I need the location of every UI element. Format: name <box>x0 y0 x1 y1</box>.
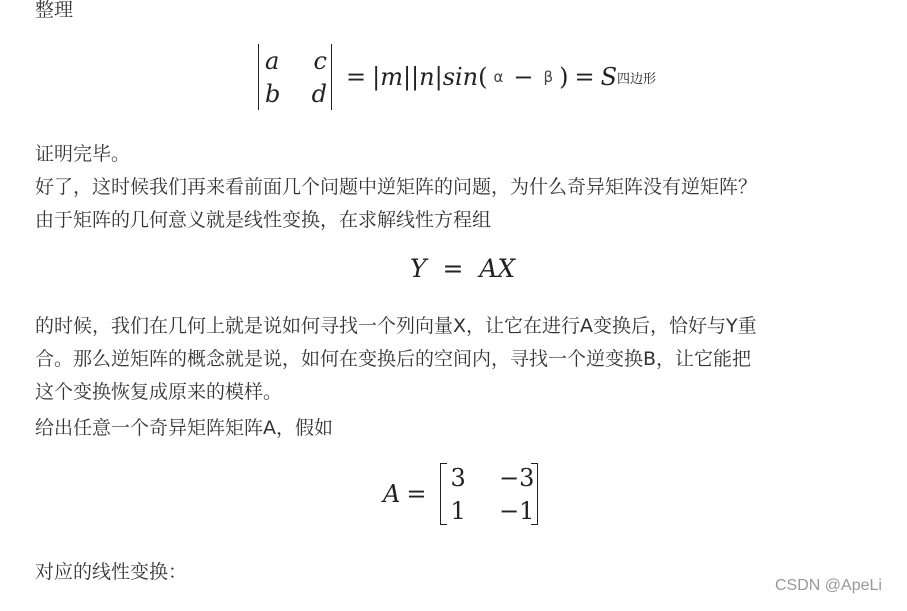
det-entry-c: c <box>313 46 327 75</box>
determinant-matrix <box>258 44 332 110</box>
equals-sign: = <box>346 63 367 91</box>
beta-symbol: β <box>543 68 554 86</box>
matrix-a-formula <box>383 459 538 529</box>
text-line-proof-complete: 证明完毕。 <box>35 143 131 165</box>
csdn-watermark: CSDN @ApeLi <box>775 577 882 594</box>
determinant-area-formula <box>258 44 656 110</box>
open-paren: ( <box>478 63 488 91</box>
matrix-entry-11: 3 <box>450 463 466 492</box>
matrix-entry-22: −1 <box>499 496 535 525</box>
sin-func: sin <box>442 63 479 91</box>
equals-sign-2: = <box>574 63 595 91</box>
det-entry-d: d <box>311 79 327 108</box>
equals-sign-matrix: = <box>406 480 427 508</box>
matrix-entry-12: −3 <box>499 463 535 492</box>
area-symbol-s: S <box>600 63 618 91</box>
det-entry-a: a <box>265 46 280 75</box>
text-line-zhengli: 整理 <box>35 0 74 21</box>
linear-equation-formula <box>410 254 515 283</box>
close-paren: ) <box>559 63 569 91</box>
equals-sign-yax: = <box>442 254 464 283</box>
y-symbol: Y <box>410 254 427 283</box>
abs-n: |n| <box>411 63 443 91</box>
text-line-explanation-1: 的时候，我们在几何上就是说如何寻找一个列向量X，让它在进行A变换后，恰好与Y重 <box>35 315 757 337</box>
bracket-matrix <box>440 461 538 527</box>
text-line-explanation-3: 这个变换恢复成原来的模样。 <box>35 381 283 403</box>
det-entry-b: b <box>265 79 281 108</box>
text-line-singular-matrix: 给出任意一个奇异矩阵矩阵A，假如 <box>35 417 333 439</box>
alpha-symbol: α <box>493 68 504 86</box>
matrix-entry-21: 1 <box>450 496 466 525</box>
text-line-question: 好了，这时候我们再来看前面几个问题中逆矩阵的问题，为什么奇异矩阵没有逆矩阵？ <box>35 176 758 198</box>
a-symbol: A <box>383 480 401 508</box>
minus-sign: − <box>513 63 534 91</box>
text-line-corresponding-transform: 对应的线性变换： <box>35 561 188 583</box>
text-line-explanation-2: 合。那么逆矩阵的概念就是说，如何在变换后的空间内，寻找一个逆变换B，让它能把 <box>35 348 752 370</box>
text-line-geometric-meaning: 由于矩阵的几何意义就是线性变换，在求解线性方程组 <box>35 209 492 231</box>
abs-m: |m| <box>372 63 412 91</box>
ax-symbol: AX <box>479 254 516 283</box>
area-subscript: 四边形 <box>617 71 657 87</box>
